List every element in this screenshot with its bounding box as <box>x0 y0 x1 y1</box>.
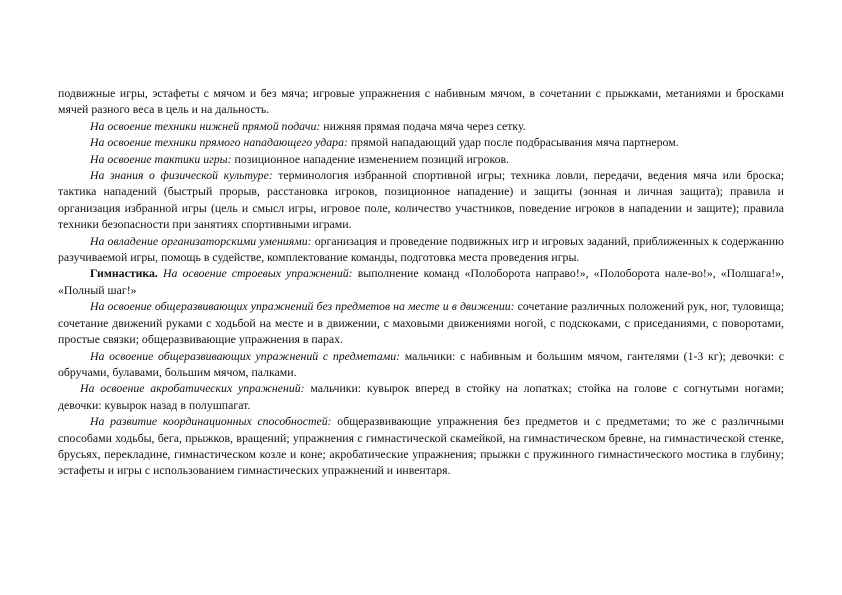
paragraph-label: На освоение строевых упражнений: <box>157 266 353 281</box>
paragraph-text: терминология избранной спортивной игры; техника ловли, передачи, ведения мяча или броска; тактика нападений (быстрый прорыв, расстановка игроков, позиционное нападение) и защиты (зонная и личная защита); правила и организация избранной игры (цель и смысл игры, игровое поле, количество участников, поведение игроков в нападении и защите); правила техники безопасности при занятиях спортивными играми. <box>58 168 784 232</box>
document-page <box>58 85 784 479</box>
paragraph-games-intro <box>58 85 784 118</box>
paragraph-gymnastics-drill <box>58 265 784 298</box>
section-heading: Гимнастика. <box>90 266 158 281</box>
paragraph-label: На развитие координационных способностей: <box>90 414 332 429</box>
paragraph-text: прямой нападающий удар после подбрасывания мяча партнером. <box>347 135 679 150</box>
paragraph-label: На освоение тактики игры: <box>90 151 232 166</box>
paragraph-text: сочетание различных положений рук, ног, туловища; сочетание движений руками с ходьбой на месте и в движении, с маховыми движениями ногой, с подскоками, с приседаниями, с поворотами, простые связки; общеразвивающие упражнения в парах. <box>58 299 784 347</box>
paragraph-general-exercises <box>58 298 784 347</box>
paragraph-pe-knowledge <box>58 167 784 233</box>
paragraph-label: На освоение общеразвивающих упражнений с предметами: <box>90 348 401 363</box>
paragraph-label: На знания о физической культуре: <box>90 168 273 183</box>
paragraph-text: мальчики: с набивным и большим мячом, гантелями (1-3 кг); девочки: с обручами, булавами, большим мячом, палками. <box>58 348 784 379</box>
paragraph-label: На освоение техники нижней прямой подачи: <box>90 118 321 133</box>
paragraph-text: мальчики: кувырок вперед в стойку на лопатках; стойка на голове с согнутыми ногами; девочки: кувырок назад в полушпагат. <box>58 381 784 412</box>
paragraph-game-tactics <box>58 151 784 167</box>
paragraph-text: нижняя прямая подача мяча через сетку. <box>320 118 526 133</box>
paragraph-text: общеразвивающие упражнения без предметов и с предметами; то же с различными способами ходьбы, бега, прыжков, вращений; упражнения с гимнастической скамейкой, на гимнастическом бревне, на гимнастической стенке, брусьях, перекладине, гимнастическом козле и коне; акробатические упражнения; прыжки с пружинного гимнастического мостика в глубину; эстафеты и игры с использованием гимнастических упражнений и инвентаря. <box>58 414 784 478</box>
paragraph-serve-technique <box>58 118 784 134</box>
paragraph-text: подвижные игры, эстафеты с мячом и без мяча; игровые упражнения с набивным мячом, в сочетании с прыжками, метаниями и бросками мячей разного веса в цель и на дальность. <box>58 86 784 117</box>
paragraph-label: На освоение техники прямого нападающего удара: <box>90 135 348 150</box>
paragraph-label: На освоение акробатических упражнений: <box>80 381 305 396</box>
paragraph-organizing-skills <box>58 233 784 266</box>
paragraph-label: На освоение общеразвивающих упражнений без предметов на месте и в движении: <box>90 299 515 314</box>
paragraph-acrobatics <box>58 380 784 413</box>
paragraph-coordination <box>58 413 784 479</box>
paragraph-text: выполнение команд «Полоборота направо!», «Полоборота нале-во!», «Полшага!», «Полный шаг!» <box>58 266 784 297</box>
paragraph-label: На овладение организаторскими умениями: <box>90 233 312 248</box>
paragraph-attack-technique <box>58 134 784 150</box>
paragraph-text: организация и проведение подвижных игр и игровых заданий, приближенных к содержанию разучиваемой игры, помощь в судействе, комплектование команды, подготовка места проведения игры. <box>58 233 784 265</box>
paragraph-text: позиционное нападение изменением позиций игроков. <box>231 151 509 166</box>
paragraph-object-exercises <box>58 348 784 381</box>
